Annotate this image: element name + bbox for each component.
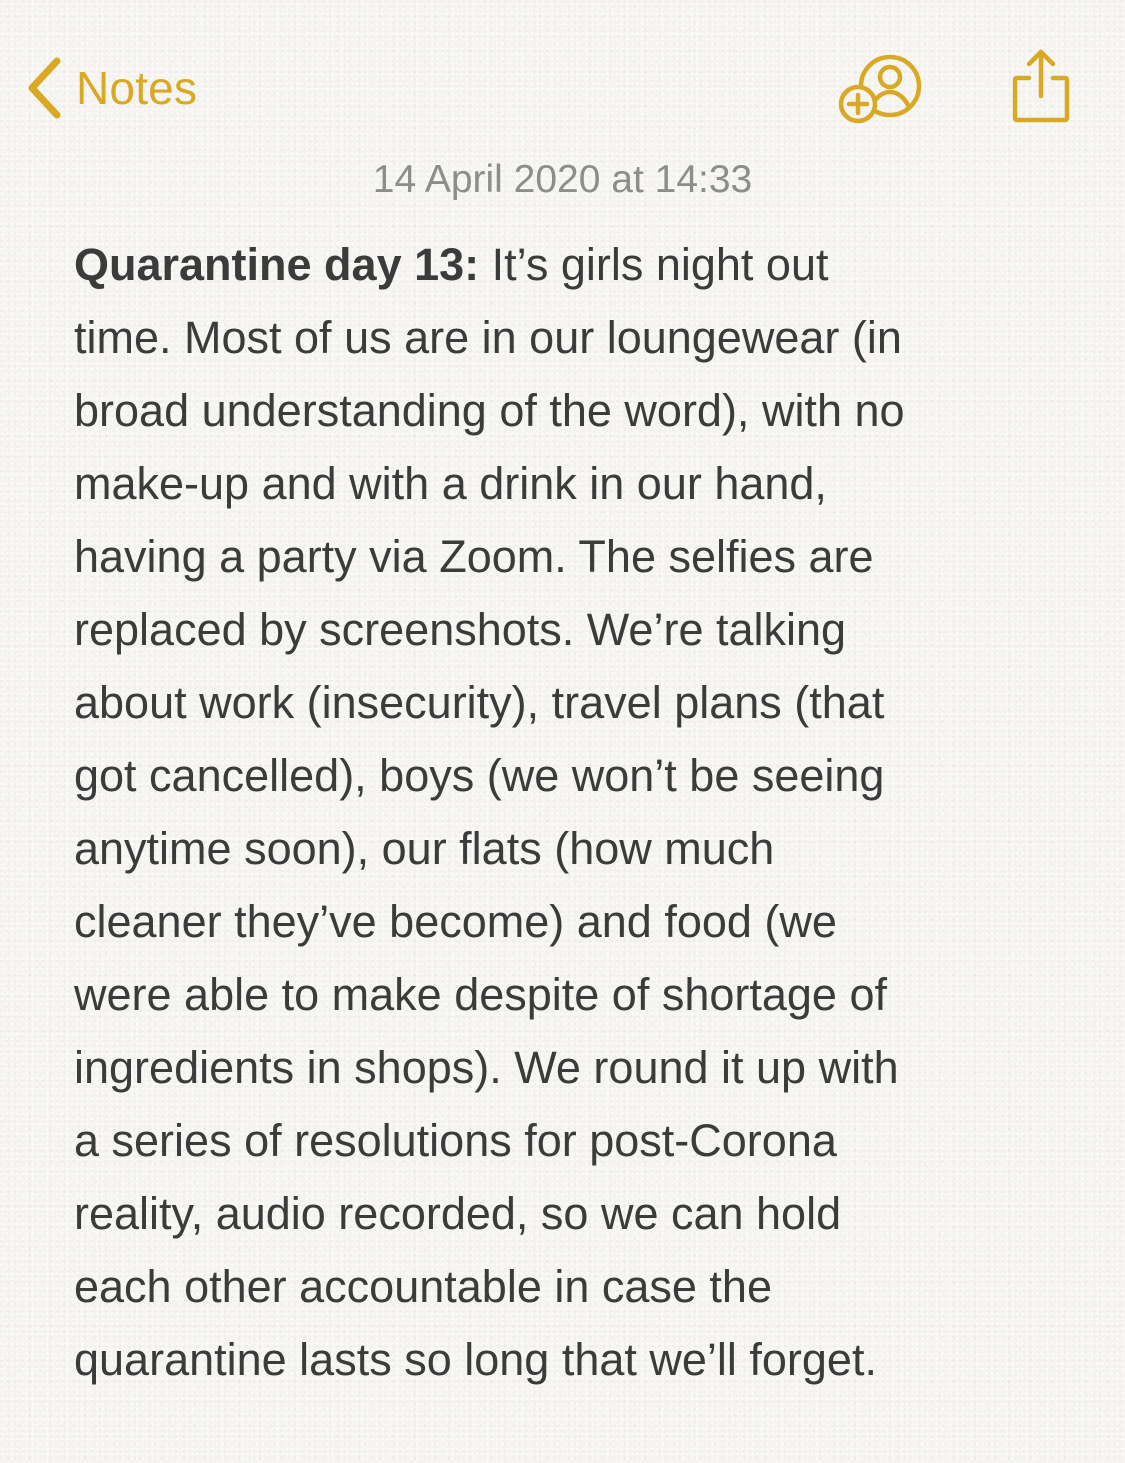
note-line: about work (insecurity), travel plans (that	[74, 677, 885, 728]
note-line: cleaner they’ve become) and food (we	[74, 896, 837, 947]
note-line: were able to make despite of shortage of	[74, 969, 887, 1020]
note-line: ingredients in shops). We round it up with	[74, 1042, 899, 1093]
navigation-bar	[0, 0, 1125, 150]
note-line	[74, 228, 1064, 301]
note-title: Quarantine day 13:	[74, 239, 480, 290]
back-label: Notes	[76, 62, 198, 114]
share-button[interactable]	[1005, 46, 1077, 126]
note-line: replaced by screenshots. We’re talking	[74, 604, 847, 655]
note-line: got cancelled), boys (we won’t be seeing	[74, 750, 885, 801]
note-line: anytime soon), our flats (how much	[74, 823, 775, 874]
note-line: reality, audio recorded, so we can hold	[74, 1188, 842, 1239]
note-line-text: It’s girls night out	[479, 239, 829, 290]
back-button[interactable]	[24, 52, 197, 124]
note-date: 14 April 2020 at 14:33	[372, 158, 753, 201]
note-line: quarantine lasts so long that we’ll forget.	[74, 1334, 877, 1385]
chevron-left-icon	[24, 55, 64, 121]
note-line: time. Most of us are in our loungewear (in	[74, 312, 902, 363]
note-line: having a party via Zoom. The selfies are	[74, 531, 874, 582]
note-line: each other accountable in case the	[74, 1261, 772, 1312]
share-icon	[1005, 46, 1077, 126]
note-body[interactable]	[74, 228, 1064, 1396]
add-people-button[interactable]	[838, 52, 928, 128]
add-people-icon	[838, 52, 928, 128]
note-line: a series of resolutions for post-Corona	[74, 1115, 837, 1166]
note-line: broad understanding of the word), with no	[74, 385, 905, 436]
note-line: make-up and with a drink in our hand,	[74, 458, 827, 509]
